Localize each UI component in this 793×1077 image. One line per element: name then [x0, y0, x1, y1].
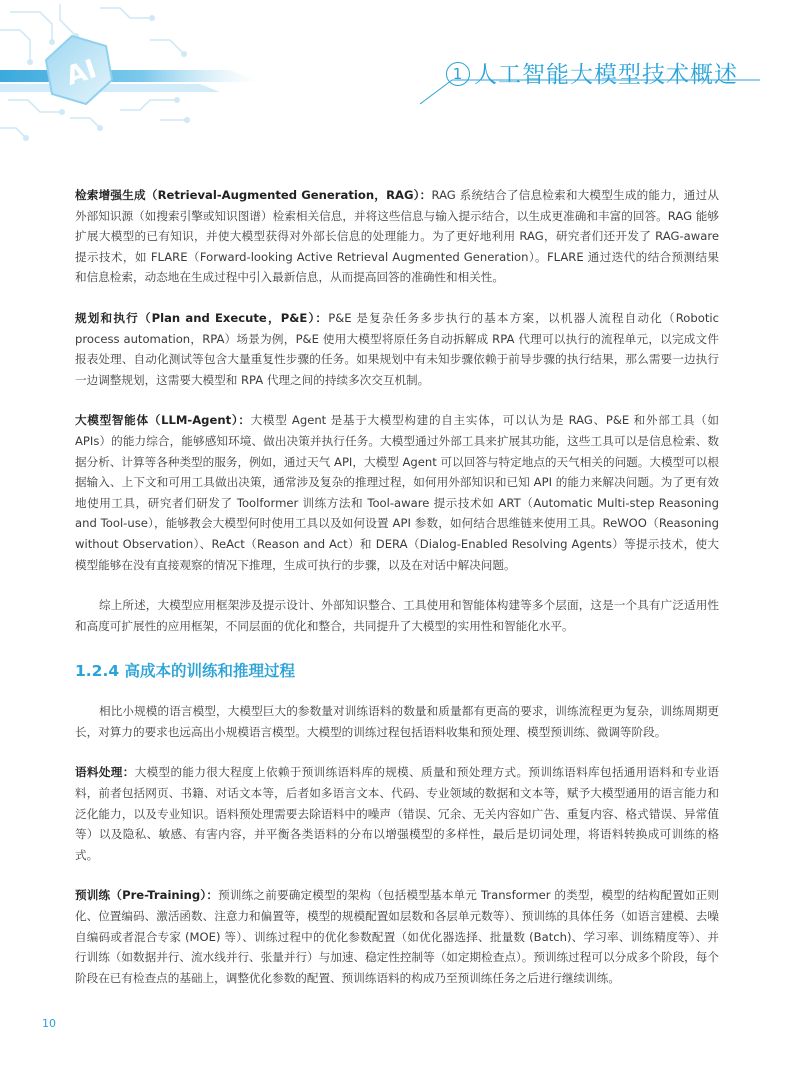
paragraph-text: 综上所述，大模型应用框架涉及提示设计、外部知识整合、工具使用和智能体构建等多个层面，这是一个具有广泛适用性和高度可扩展性的应用框架，不同层面的优化和整合，共同提升了大模型的实用性和智能化水平。 — [75, 598, 719, 633]
paragraph-text: 大模型的能力很大程度上依赖于预训练语料库的规模、质量和预处理方式。预训练语料库包括通用语料和专业语料，前者包括网页、书籍、对话文本等，后者如多语言文本、代码、专业领域的数据和文本等，赋予大模型通用的语言能力和泛化能力，以及专业知识。语料预处理需要去除语料中的噪声（错误、冗余、无关内容如广告、重复内容、格式错误、异常值等）以及隐私、敏感、有害内容，并平衡各类语料的分布以增强模型的多样性，最后是切词处理，将语料转换成可训练的格式。 — [75, 765, 719, 862]
paragraph-training-intro — [75, 701, 719, 742]
main-content — [75, 185, 719, 988]
paragraph-corpus-processing — [75, 762, 719, 865]
section-heading: 1.2.4 高成本的训练和推理过程 — [75, 662, 296, 681]
paragraph-lead: 预训练（Pre-Training）： — [75, 888, 219, 903]
paragraph-lead: 检索增强生成（Retrieval-Augmented Generation，RAG）： — [75, 188, 432, 202]
page-number: 10 — [42, 1017, 56, 1030]
chapter-number-badge: 1 — [446, 62, 470, 86]
paragraph-lead: 大模型智能体（LLM-Agent）： — [75, 413, 251, 428]
chapter-title-text: 人工智能大模型技术概述 — [474, 62, 738, 88]
paragraph-text: 大模型 Agent 是基于大模型构建的自主实体，可以认为是 RAG、P&E 和外部工具（如 APIs）的能力综合，能够感知环境、做出决策并执行任务。大模型通过外部工具来扩展其功能，这些工具可以是信息检索、数据分析、计算等各种类型的服务，例如，通过天气 API，大模型 Agent 可以回答与特定地点的天气相关的问题。大模型可以根据输入、上下文和可用工具做出决策，通常涉及复杂的推理过程，如何用外部知识和已知 API 的能力来解决问题。为了更有效地使用工具，研究者们研发了 Toolformer 训练方法和 Tool-aware 提示技术如 ART（Automatic Multi-step Reasoning and Tool-use），能够教会大模型何时使用工具以及如何设置 API 参数，如何结合思维链来使用工具。ReWOO（Reasoning without Observation）、ReAct（Reason and Act）和 DERA（Dialog-Enabled Resolving Agents）等提示技术，使大模型能够在没有直接观察的情况下推理，生成可执行的步骤，以及在对话中解决问题。 — [75, 413, 719, 572]
paragraph-summary — [75, 595, 719, 636]
paragraph-text: RAG 系统结合了信息检索和大模型生成的能力，通过从外部知识源（如搜索引擎或知识图谱）检索相关信息，并将这些信息与输入提示结合，以生成更准确和丰富的回答。RAG 能够扩展大模型的已有知识，并使大模型获得对外部长信息的处理能力。为了更好地利用 RAG，研究者们还开发了 RAG-aware 提示技术，如 FLARE（Forward-looking Active Retrieval Augmented Generation）。FLARE 通过迭代的结合预测结果和信息检索，动态地在生成过程中引入最新信息，从而提高回答的准确性和相关性。 — [75, 188, 719, 285]
paragraph-rag — [75, 185, 719, 288]
chapter-title — [446, 56, 738, 89]
ai-hexagon-logo — [46, 36, 112, 104]
paragraph-plan-execute — [75, 308, 719, 390]
paragraph-pretraining — [75, 885, 719, 988]
paragraph-text: 相比小规模的语言模型，大模型巨大的参数量对训练语料的数量和质量都有更高的要求，训练流程更为复杂，训练周期更长，对算力的要求也远高出小规模语言模型。大模型的训练过程包括语料收集和预处理、模型预训练、微调等阶段。 — [75, 704, 719, 739]
paragraph-llm-agent — [75, 410, 719, 575]
paragraph-text: P&E 是复杂任务多步执行的基本方案，以机器人流程自动化（Robotic process automation，RPA）场景为例，P&E 使用大模型将原任务自动拆解成 RPA 代理可以执行的流程单元，以完成文件报表处理、自动化测试等包含大量重复性步骤的任务。如果规划中有未知步骤依赖于前导步骤的执行结果，那么需要一边执行一边调整规划，这需要大模型和 RPA 代理之间的持续多次交互机制。 — [75, 310, 719, 387]
paragraph-text: 预训练之前要确定模型的架构（包括模型基本单元 Transformer 的类型，模型的结构配置如正则化、位置编码、激活函数、注意力和偏置等，模型的规模配置如层数和各层单元数等）、预训练的具体任务（如语言建模、去噪自编码或者混合专家 (MOE) 等）、训练过程中的优化参数配置（如优化器选择、批量数 (Batch)、学习率、训练精度等）、并行训练（如数据并行、流水线并行、张量并行）与加速、稳定性控制等（如定期检查点）。预训练过程可以分成多个阶段，每个阶段在已有检查点的基础上，调整优化参数的配置、预训练语料的构成乃至预训练任务之后进行继续训练。 — [75, 888, 719, 985]
paragraph-lead: 规划和执行（Plan and Execute，P&E）： — [75, 310, 329, 325]
svg-text:AI: AI — [62, 54, 101, 92]
paragraph-lead: 语料处理： — [75, 765, 135, 780]
